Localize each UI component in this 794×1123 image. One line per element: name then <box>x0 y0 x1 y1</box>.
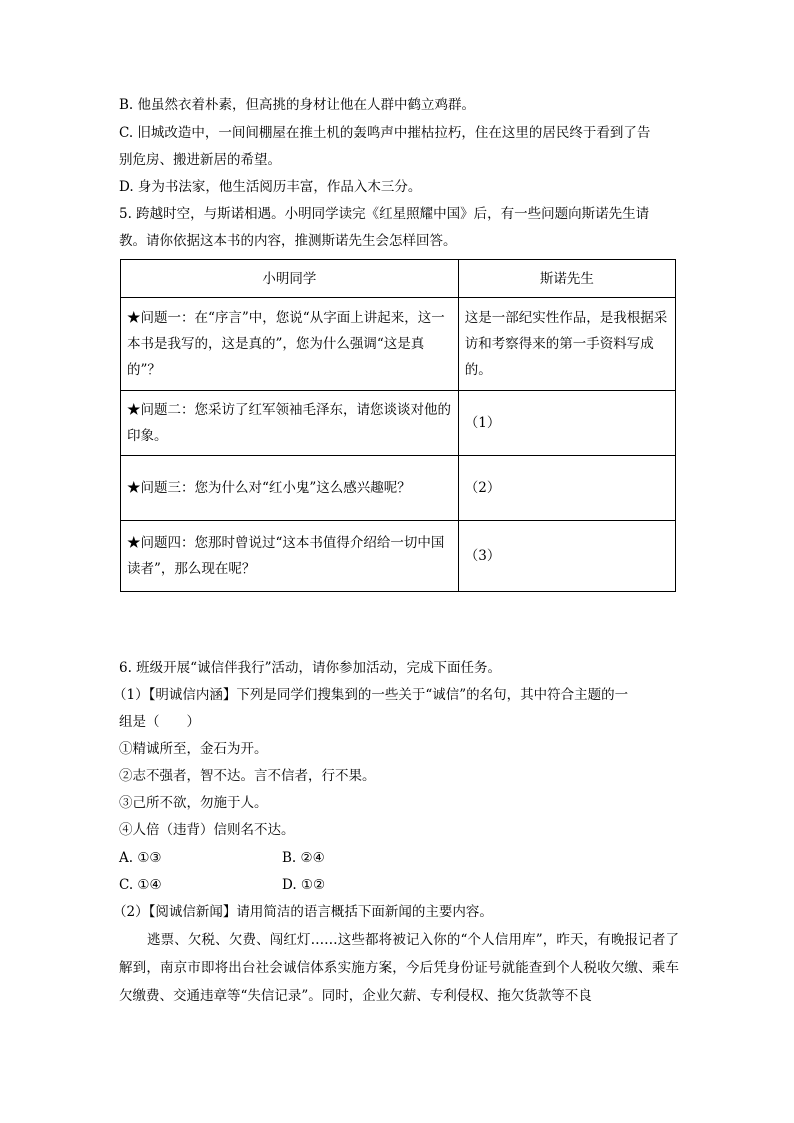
qa-table <box>120 259 676 592</box>
table-row <box>121 298 676 391</box>
q4-option-c-line2: 别危房、搬进新居的希望。 <box>119 152 281 168</box>
q6-sub2: （2）【阅诚信新闻】请用简洁的语言概括下面新闻的主要内容。 <box>113 904 493 920</box>
answer-2-blank[interactable]: （1） <box>458 391 675 456</box>
quote-2: ②志不强者，智不达。言不信者，行不果。 <box>119 768 376 784</box>
quote-3: ③己所不欲，勿施于人。 <box>119 795 268 811</box>
answer-4-blank[interactable]: （3） <box>458 521 675 592</box>
news-paragraph: 逃票、欠税、欠费、闯红灯……这些都将被记入你的“个人信用库”，昨天，有晚报记者了解到，南京市即将出台社会诚信体系实施方案，今后凭身份证号就能查到个人税收欠缴、乘车欠缴费、交通违章等“失信记录”。同时，企业欠薪、专利侵权、拖欠货款等不良 <box>119 932 679 1004</box>
table-row <box>121 456 676 521</box>
table-row <box>121 521 676 592</box>
q6-sub1-line2: 组是（ ） <box>119 714 200 730</box>
q4-option-d: D. 身为书法家，他生活阅历丰富，作品入木三分。 <box>119 179 422 195</box>
answer-1: 这是一部纪实性作品，是我根据采访和考察得来的第一手资料写成的。 <box>458 298 675 391</box>
header-snow: 斯诺先生 <box>458 260 675 298</box>
header-xiaoming: 小明同学 <box>121 260 459 298</box>
question-3: ★问题三：您为什么对“红小鬼”这么感兴趣呢？ <box>121 456 459 521</box>
answer-3-blank[interactable]: （2） <box>458 456 675 521</box>
question-4: ★问题四：您那时曾说过“这本书值得介绍给一切中国读者”，那么现在呢？ <box>121 521 459 592</box>
q5-intro-line2: 教。请你依据这本书的内容，推测斯诺先生会怎样回答。 <box>119 233 457 249</box>
q4-option-b: B. 他虽然衣着朴素，但高挑的身材让他在人群中鹤立鸡群。 <box>119 97 476 113</box>
table-header-row <box>121 260 676 298</box>
table-row <box>121 391 676 456</box>
q6-sub1-line1: （1）【明诚信内涵】下列是同学们搜集到的一些关于“诚信”的名句，其中符合主题的一 <box>113 687 629 703</box>
q6-intro: 6. 班级开展“诚信伴我行”活动，请你参加活动，完成下面任务。 <box>119 660 501 676</box>
option-a[interactable]: A. ①③ <box>119 850 162 866</box>
quote-4: ④人倍（违背）信则名不达。 <box>119 822 295 838</box>
quote-1: ①精诚所至，金石为开。 <box>119 741 268 757</box>
q5-intro-line1: 5. 跨越时空，与斯诺相遇。小明同学读完《红星照耀中国》后，有一些问题向斯诺先生请 <box>119 206 650 222</box>
option-c[interactable]: C. ①④ <box>119 877 162 893</box>
option-d[interactable]: D. ①② <box>282 877 326 893</box>
option-b[interactable]: B. ②④ <box>282 850 325 866</box>
q4-option-c-line1: C. 旧城改造中，一间间棚屋在推土机的轰鸣声中摧枯拉朽，住在这里的居民终于看到了告 <box>119 125 651 141</box>
question-2: ★问题二：您采访了红军领袖毛泽东，请您谈谈对他的印象。 <box>121 391 459 456</box>
question-1: ★问题一：在“序言”中，您说“从字面上讲起来，这一本书是我写的，这是真的”，您为什么强调“这是真的”？ <box>121 298 459 391</box>
